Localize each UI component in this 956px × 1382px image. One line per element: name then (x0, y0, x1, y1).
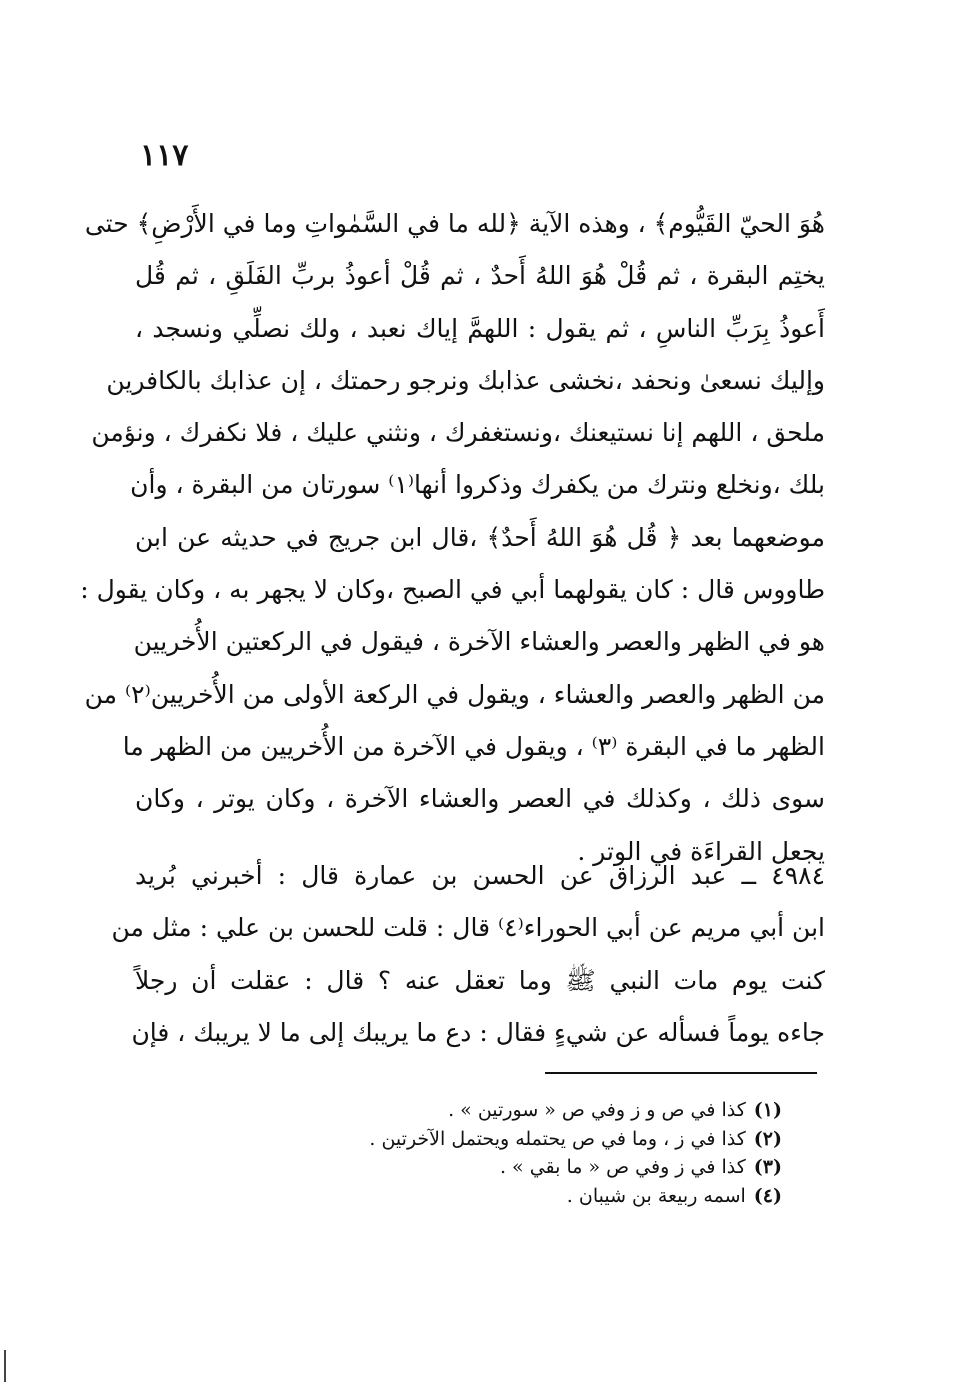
footnote-item (300, 1153, 782, 1182)
text-line: وإليك نسعىٰ ونحفد ،نخشى عذابك ونرجو رحمتك ، إن عذابك بالكافرين (106, 365, 825, 395)
text-line: يختِم البقرة ، ثم قُلْ هُوَ اللهُ أَحدٌ ، ثم قُلْ أعوذُ بربِّ الفَلَقِ ، ثم قُل (135, 261, 825, 291)
text-line: أَعوذُ بِرَبِّ الناسِ ، ثم يقول : اللهمَّ إياك نعبد ، ولك نصلِّي ونسجد ، (135, 313, 825, 343)
scan-edge-mark (4, 1350, 6, 1382)
footnote-item (300, 1096, 782, 1125)
footnote-text: كذا في ص و ز وفي ص « سورتين » . (448, 1099, 746, 1121)
footnote-item (300, 1182, 782, 1211)
footnote-text: اسمه ربيعة بن شيبان . (566, 1184, 746, 1207)
text-line: موضعهما بعد ﴿ قُل هُوَ اللهُ أَحدٌ﴾ ،قال ابن جريج في حديثه عن ابن (135, 522, 825, 552)
text-line: ملحق ، اللهم إنا نستيعنك ،ونستغفرك ، ونثني عليك ، فلا نكفرك ، ونؤمن (91, 418, 825, 448)
text-line: بلك ،ونخلع ونترك من يكفرك وذكروا أنها⁽١⁾ سورتان من البقرة ، وأن (130, 470, 825, 500)
page-number: ١١٧ (140, 138, 189, 173)
footnote-text: كذا في ز ، وما في ص يحتمله ويحتمل الآخرتين . (369, 1127, 746, 1150)
text-line: جاءه يوماً فسأله عن شيءٍ فقال : دع ما يريبك إلى ما لا يريبك ، فإن (131, 1017, 825, 1047)
footnote-divider (545, 1072, 817, 1074)
footnote-number: (٣) (753, 1156, 782, 1178)
text-line: من الظهر والعصر والعشاء ، ويقول في الركعة الأولى من الأُخريين⁽٢⁾ من (84, 679, 825, 709)
footnote-text: كذا في ز وفي ص « ما بقي » . (499, 1156, 746, 1178)
text-line: ابن أبي مريم عن أبي الحوراء⁽٤⁾ قال : قلت للحسن بن علي : مثل من (111, 913, 825, 943)
text-line: يجعل القراءَة في الوتر . (577, 836, 825, 866)
text-line: سوى ذلك ، وكذلك في العصر والعشاء الآخرة ، وكان يوتر ، وكان (135, 784, 825, 814)
text-line: ٤٩٨٤ ــ عبد الرزاق عن الحسن بن عمارة قال : أخبرني بُريد (135, 861, 825, 890)
footnote-number: (٢) (753, 1127, 782, 1150)
text-line: كنت يوم مات النبي ﷺ وما تعقل عنه ؟ قال : عقلت أن رجلاً (135, 965, 825, 995)
footnote-item (300, 1125, 782, 1154)
footnote-number: (٤) (753, 1184, 782, 1207)
footnote-number: (١) (753, 1099, 782, 1121)
text-line: هو في الظهر والعصر والعشاء الآخرة ، فيقول في الركعتين الأُخريين (133, 627, 825, 657)
text-line: طاووس قال : كان يقولهما أبي في الصبح ،وكان لا يجهر به ، وكان يقول : (80, 575, 825, 605)
hadith-paragraph (111, 850, 825, 1059)
footnotes (300, 1096, 782, 1210)
main-text-body (80, 198, 825, 878)
text-line: الظهر ما في البقرة ⁽٣⁾ ، ويقول في الآخرة من الأُخريين من الظهر ما (122, 731, 825, 761)
text-line: هُوَ الحيّ القَيُّوم﴾ ، وهذه الآية ﴿لله ما في السَّمٰواتِ وما في الأَرْضِ﴾ حتى (84, 209, 825, 238)
